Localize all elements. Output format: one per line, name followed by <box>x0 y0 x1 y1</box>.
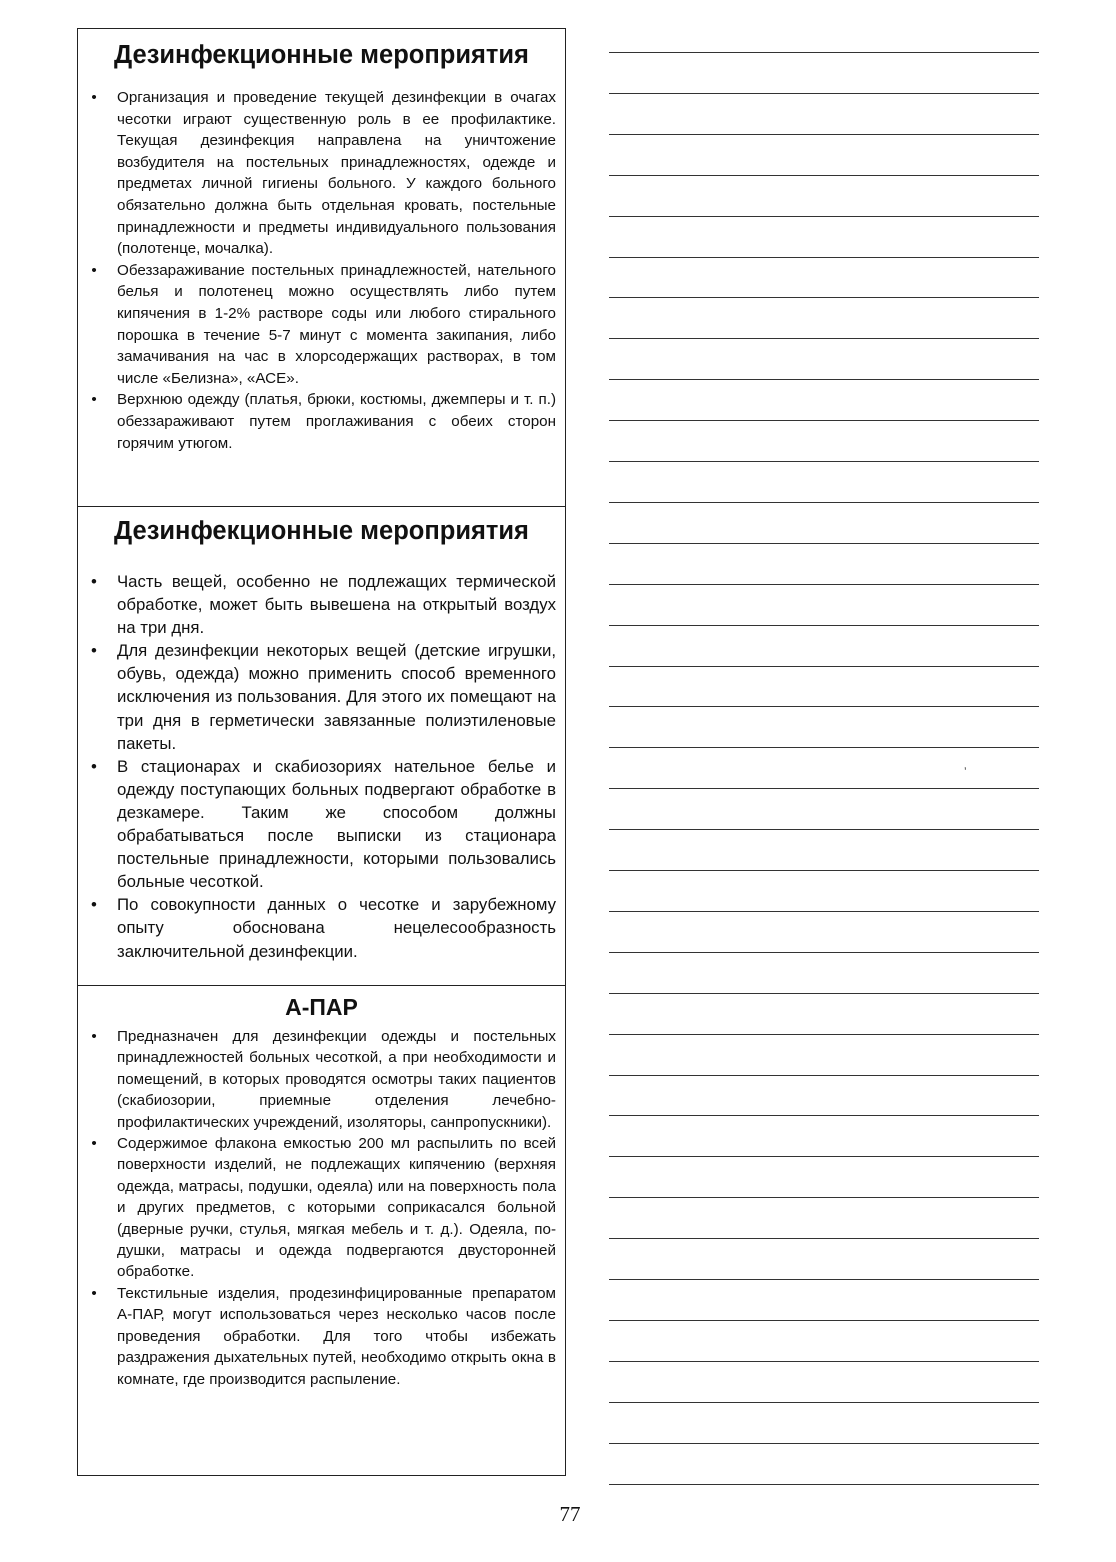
list-item-text: Для дезинфекции некоторых вещей (детские игрушки, обувь, одежда) можно применить способ временного исключения из пользования. Для этого их помещают на три дня в герметически завязанные полиэтиленовые пакеты. <box>117 641 556 753</box>
bullet-icon: • <box>91 1135 97 1153</box>
list-item <box>87 1133 556 1283</box>
ruled-line <box>609 952 1039 953</box>
ruled-line <box>609 216 1039 217</box>
section-disinfection-2 <box>78 507 565 986</box>
ruled-line <box>609 829 1039 830</box>
ruled-line <box>609 175 1039 176</box>
bullet-icon: • <box>91 89 97 106</box>
ruled-line <box>609 502 1039 503</box>
list-item <box>87 755 556 894</box>
section-disinfection-1 <box>78 29 565 507</box>
ruled-line <box>609 747 1039 748</box>
ruled-line <box>609 379 1039 380</box>
ruled-line <box>609 543 1039 544</box>
ruled-line <box>609 911 1039 912</box>
list-item <box>87 260 556 390</box>
notes-text-column <box>77 28 566 1476</box>
ruled-line <box>609 338 1039 339</box>
section-a-par <box>78 986 565 1475</box>
ruled-line <box>609 584 1039 585</box>
ruled-line <box>609 1156 1039 1157</box>
bullet-icon: • <box>91 756 97 776</box>
bullet-list <box>87 570 556 963</box>
section-title: А-ПАР <box>285 994 358 1020</box>
ruled-line <box>609 706 1039 707</box>
ruled-line <box>609 1443 1039 1444</box>
bullet-icon: • <box>91 572 97 591</box>
list-item <box>87 1026 556 1133</box>
list-item-text: Часть вещей, особенно не подлежащих термической обработке, может быть вывешена на открытый воздух на три дня. <box>117 572 556 638</box>
list-item-text: Организация и проведение текущей дезинфекции в очагах чесотки играют существенную роль в ее профилактике. Текущая дезинфекция направлена на уничтожение возбудителя на постельных принадлежностях, одежде и предметах личной гигиены больного. У каждого больного обязательно должна быть отдельная кровать, постельные принадлежности и предметы индивидуального пользования (полотенце, мочалка). <box>117 89 556 258</box>
ruled-line <box>609 297 1039 298</box>
bullet-list <box>87 87 556 454</box>
bullet-icon: • <box>91 391 97 409</box>
ruled-line <box>609 257 1039 258</box>
ruled-line <box>609 134 1039 135</box>
ruled-line <box>609 1402 1039 1403</box>
ruled-line <box>609 666 1039 667</box>
list-item-text: Текстильные изделия, продезинфицированные препаратом А-ПАР, могут использоваться через несколько часов после проведения обработки. Для того чтобы избежать раздражения дыхательных путей, необходимо открыть окна в комнате, где производится распыление. <box>117 1284 556 1388</box>
list-item <box>87 1283 556 1390</box>
ruled-line <box>609 993 1039 994</box>
stray-mark: ʼ <box>964 765 967 779</box>
bullet-icon: • <box>91 641 97 661</box>
ruled-line <box>609 1115 1039 1116</box>
ruled-line <box>609 420 1039 421</box>
list-item-text: Предназначен для дезинфекции одежды и постельных принадлежностей больных чесоткой, а при необходимости и помещений, в которых проводятся осмотры таких пациентов (скабиозории, приемные отделения лечебно-профилактических учреждений, изоляторы, санпропускники). <box>117 1028 556 1131</box>
ruled-line <box>609 870 1039 871</box>
page-number: 77 <box>559 1502 581 1526</box>
ruled-line <box>609 1484 1039 1485</box>
ruled-line <box>609 788 1039 789</box>
section-title: Дезинфекционные мероприятия <box>114 41 529 69</box>
ruled-line <box>609 625 1039 626</box>
bullet-icon: • <box>91 1028 97 1045</box>
list-item-text: Содержимое флакона емкостью 200 мл распылить по всей поверхности изделий, не подлежащих кипячению (верхняя одежда, матрасы, подушки, одеяла) или на поверхность пола и других предметов, с которыми соприкасался больной (дверные ручки, стулья, мягкая мебель и т. д.). Одеяла, подушки, матрасы и одежда подвергаются двусторонней обработке. <box>117 1135 556 1281</box>
bullet-icon: • <box>91 1284 97 1302</box>
bullet-list <box>87 1026 556 1390</box>
list-item <box>87 389 556 454</box>
bullet-icon: • <box>91 261 97 279</box>
bullet-icon: • <box>91 895 97 915</box>
ruled-line <box>609 1034 1039 1035</box>
ruled-line <box>609 1197 1039 1198</box>
section-title: Дезинфекционные мероприятия <box>114 517 529 545</box>
list-item-text: По совокупности данных о чесотке и зарубежному опыту обоснована нецелесообразность заключительной дезинфекции. <box>117 895 556 961</box>
list-item-text: Обеззараживание постельных принадлежностей, нательного белья и полотенец можно осуществлять либо путем кипячения в 1-2% растворе соды или любого стирального порошка в течение 5-7 минут с момента закипания, либо замачивания на час в хлорсодержащих растворах, в том числе «Белизна», «АСЕ». <box>117 261 556 387</box>
ruled-line <box>609 93 1039 94</box>
ruled-line <box>609 1279 1039 1280</box>
ruled-line <box>609 52 1039 53</box>
list-item-text: В стационарах и скабиозориях нательное белье и одежду поступающих больных подвергают обработке в дезкамере. Таким же способом должны обрабатываться после выписки из стационара постельные принадлежности, которыми пользовались больные чесоткой. <box>117 756 556 892</box>
ruled-line <box>609 1361 1039 1362</box>
list-item <box>87 87 556 260</box>
list-item-text: Верхнюю одежду (платья, брюки, костюмы, джемперы и т. п.) обеззараживают путем проглаживания с обеих сторон горячим утюгом. <box>117 391 556 452</box>
list-item <box>87 639 556 754</box>
ruled-line <box>609 461 1039 462</box>
notes-writing-area <box>609 30 1039 1470</box>
list-item <box>87 893 556 962</box>
ruled-line <box>609 1238 1039 1239</box>
ruled-line <box>609 1320 1039 1321</box>
ruled-line <box>609 1075 1039 1076</box>
list-item <box>87 570 556 639</box>
